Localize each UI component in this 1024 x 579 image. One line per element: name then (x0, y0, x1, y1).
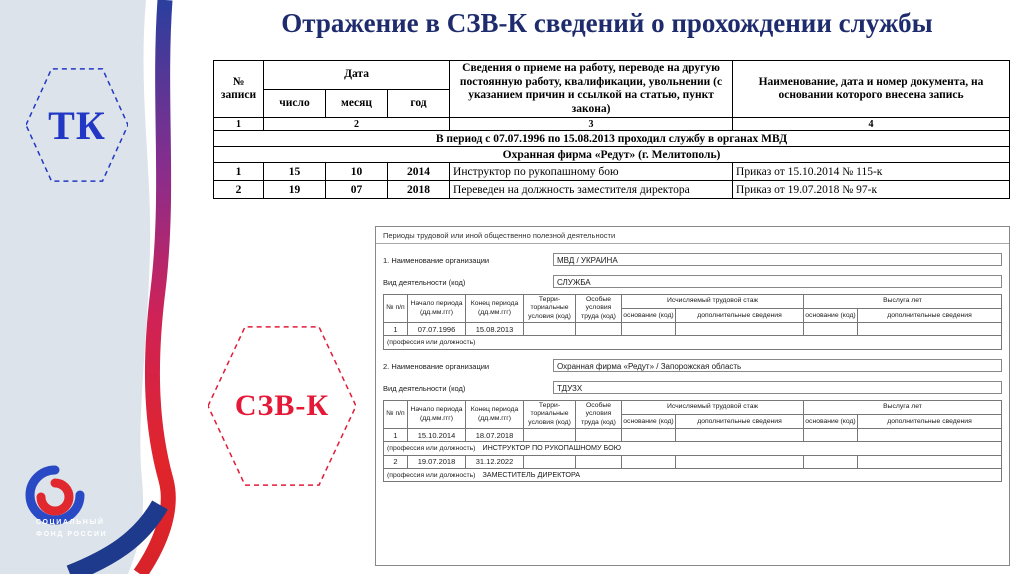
tk-header-work-info: Сведения о приеме на работу, переводе на другую постоянную работу, квалификации, увольнении (с указанием причин и ссылкой на статью, пункт закона) (450, 61, 733, 118)
tk-row2-doc: Приказ от 19.07.2018 № 97-к (733, 181, 1010, 199)
period-row-basis2 (804, 323, 858, 336)
activity-kind-field: ТДУЗХ (553, 381, 1002, 394)
tk-header-day: число (264, 89, 326, 118)
period-header-basis: основание (код) (622, 415, 676, 429)
period-header-row (384, 400, 1002, 414)
section1-period-table (383, 294, 1002, 350)
tk-header-row (214, 61, 1010, 90)
period-row-end: 15.08.2013 (466, 323, 524, 336)
period-row-territorial (524, 323, 576, 336)
tk-note-service-period: В период с 07.07.1996 по 15.08.2013 проходил службу в органах МВД (214, 131, 1010, 147)
period-header-no: № п/п (384, 295, 408, 323)
period-header-territorial: Терри- ториальные условия (код) (524, 295, 576, 323)
tk-row1-day: 15 (264, 163, 326, 181)
activity-kind-label: Вид деятельности (код) (383, 278, 466, 287)
profession-label: (профессия или должность) (387, 339, 476, 347)
tk-row2-year: 2018 (388, 181, 450, 199)
period-row-extra1 (676, 455, 804, 468)
period-header-start: Начало периода (дд.мм.ггг) (408, 400, 466, 428)
tk-column-number-row (214, 118, 1010, 131)
period-header-extra: дополнительные сведения (858, 309, 1002, 323)
period-header-extra: дополнительные сведения (676, 415, 804, 429)
period-header-special: Особые условия труда (код) (576, 295, 622, 323)
period-row-special (576, 455, 622, 468)
period-header-basis: основание (код) (804, 415, 858, 429)
period-row-no: 2 (384, 455, 408, 468)
period-header-extra: дополнительные сведения (858, 415, 1002, 429)
period-row-extra1 (676, 323, 804, 336)
org-name-label: 1. Наименование организации (383, 256, 490, 265)
period-header-extra: дополнительные сведения (676, 309, 804, 323)
profession-row (384, 336, 1002, 349)
period-row-special (576, 323, 622, 336)
section2-period-table (383, 400, 1002, 482)
szvk-hexagon-badge (208, 320, 356, 492)
tk-header-doc-info: Наименование, дата и номер документа, на основании которого внесена запись (733, 61, 1010, 118)
tk-badge-label: ТК (48, 102, 106, 148)
tk-row1-year: 2014 (388, 163, 450, 181)
tk-work-record-table (213, 60, 1010, 199)
tk-note-row-company (214, 147, 1010, 163)
tk-col-num-4: 4 (733, 118, 1010, 131)
period-row-start: 07.07.1996 (408, 323, 466, 336)
period-row-extra2 (858, 429, 1002, 442)
period-header-service-group: Выслуга лет (804, 295, 1002, 309)
page-title: Отражение в СЗВ-К сведений о прохождении службы (281, 8, 933, 38)
period-row-basis1 (622, 455, 676, 468)
period-row-basis1 (622, 323, 676, 336)
section2-org-row (383, 359, 1002, 372)
period-header-service-group: Выслуга лет (804, 400, 1002, 414)
org-name-label: 2. Наименование организации (383, 361, 490, 371)
tk-row2-month: 07 (326, 181, 388, 199)
table-row (384, 455, 1002, 468)
tk-row1-info: Инструктор по рукопашному бою (450, 163, 733, 181)
period-header-no: № п/п (384, 400, 408, 428)
period-header-basis: основание (код) (622, 309, 676, 323)
tk-hexagon-badge (26, 64, 128, 186)
table-row (214, 181, 1010, 199)
profession-label: (профессия или должность) (387, 471, 476, 479)
sfr-logo-caption (36, 517, 107, 541)
period-header-territorial: Терри- ториальные условия (код) (524, 400, 576, 428)
period-row-no: 1 (384, 429, 408, 442)
tk-header-year: год (388, 89, 450, 118)
section2-activity-row (383, 381, 1002, 394)
logo-caption-line2: ФОНД РОССИИ (36, 530, 108, 538)
profession-row (384, 442, 1002, 455)
tk-row2-day: 19 (264, 181, 326, 199)
period-row-extra1 (676, 429, 804, 442)
szvk-form (375, 226, 1010, 566)
tk-row2-no: 2 (214, 181, 264, 199)
period-row-special (576, 429, 622, 442)
period-row-territorial (524, 455, 576, 468)
tk-col-num-2: 2 (264, 118, 450, 131)
tk-col-num-3: 3 (450, 118, 733, 131)
period-row-territorial (524, 429, 576, 442)
form-caption: Периоды трудовой или иной общественно полезной деятельности (376, 227, 1009, 244)
period-row-end: 31.12.2022 (466, 455, 524, 468)
tk-header-record-no: № записи (214, 61, 264, 118)
period-row-start: 19.07.2018 (408, 455, 466, 468)
period-header-basis: основание (код) (804, 309, 858, 323)
org-name-field: МВД / УКРАИНА (553, 253, 1002, 266)
period-header-special: Особые условия труда (код) (576, 400, 622, 428)
org-name-field: Охранная фирма «Редут» / Запорожская область (553, 359, 1002, 372)
period-row-end: 18.07.2018 (466, 429, 524, 442)
activity-kind-label: Вид деятельности (код) (383, 383, 466, 393)
profession-label: (профессия или должность) (387, 445, 476, 453)
logo-caption-line1: СОЦИАЛЬНЫЙ (36, 519, 105, 526)
section1-org-row (383, 253, 1002, 266)
table-row (214, 163, 1010, 181)
period-row-no: 1 (384, 323, 408, 336)
tk-header-month: месяц (326, 89, 388, 118)
section1-activity-row (383, 275, 1002, 288)
tk-note-company: Охранная фирма «Редут» (г. Мелитополь) (214, 147, 1010, 163)
szvk-badge-label: СЗВ-К (234, 389, 330, 422)
profession-row (384, 468, 1002, 481)
tk-row1-month: 10 (326, 163, 388, 181)
period-header-start: Начало периода (дд.мм.ггг) (408, 295, 466, 323)
table-row (384, 429, 1002, 442)
period-header-end: Конец периода (дд.мм.ггг) (466, 295, 524, 323)
tk-row1-doc: Приказ от 15.10.2014 № 115-к (733, 163, 1010, 181)
tk-col-num-1: 1 (214, 118, 264, 131)
period-row-basis2 (804, 455, 858, 468)
table-row (384, 323, 1002, 336)
period-row-start: 15.10.2014 (408, 429, 466, 442)
period-row-basis2 (804, 429, 858, 442)
period-row-extra2 (858, 323, 1002, 336)
period-header-counted-group: Исчисляемый трудовой стаж (622, 400, 804, 414)
activity-kind-field: СЛУЖБА (553, 275, 1002, 288)
period-row-basis1 (622, 429, 676, 442)
period-header-counted-group: Исчисляемый трудовой стаж (622, 295, 804, 309)
profession-value: ЗАМЕСТИТЕЛЬ ДИРЕКТОРА (482, 469, 581, 479)
profession-value: ИНСТРУКТОР ПО РУКОПАШНОМУ БОЮ (482, 443, 622, 453)
tk-row2-info: Переведен на должность заместителя директора (450, 181, 733, 199)
tk-note-row-service (214, 131, 1010, 147)
period-row-extra2 (858, 455, 1002, 468)
tk-row1-no: 1 (214, 163, 264, 181)
period-header-end: Конец периода (дд.мм.ггг) (466, 400, 524, 428)
tk-header-date-group: Дата (264, 61, 450, 90)
period-header-row (384, 295, 1002, 309)
